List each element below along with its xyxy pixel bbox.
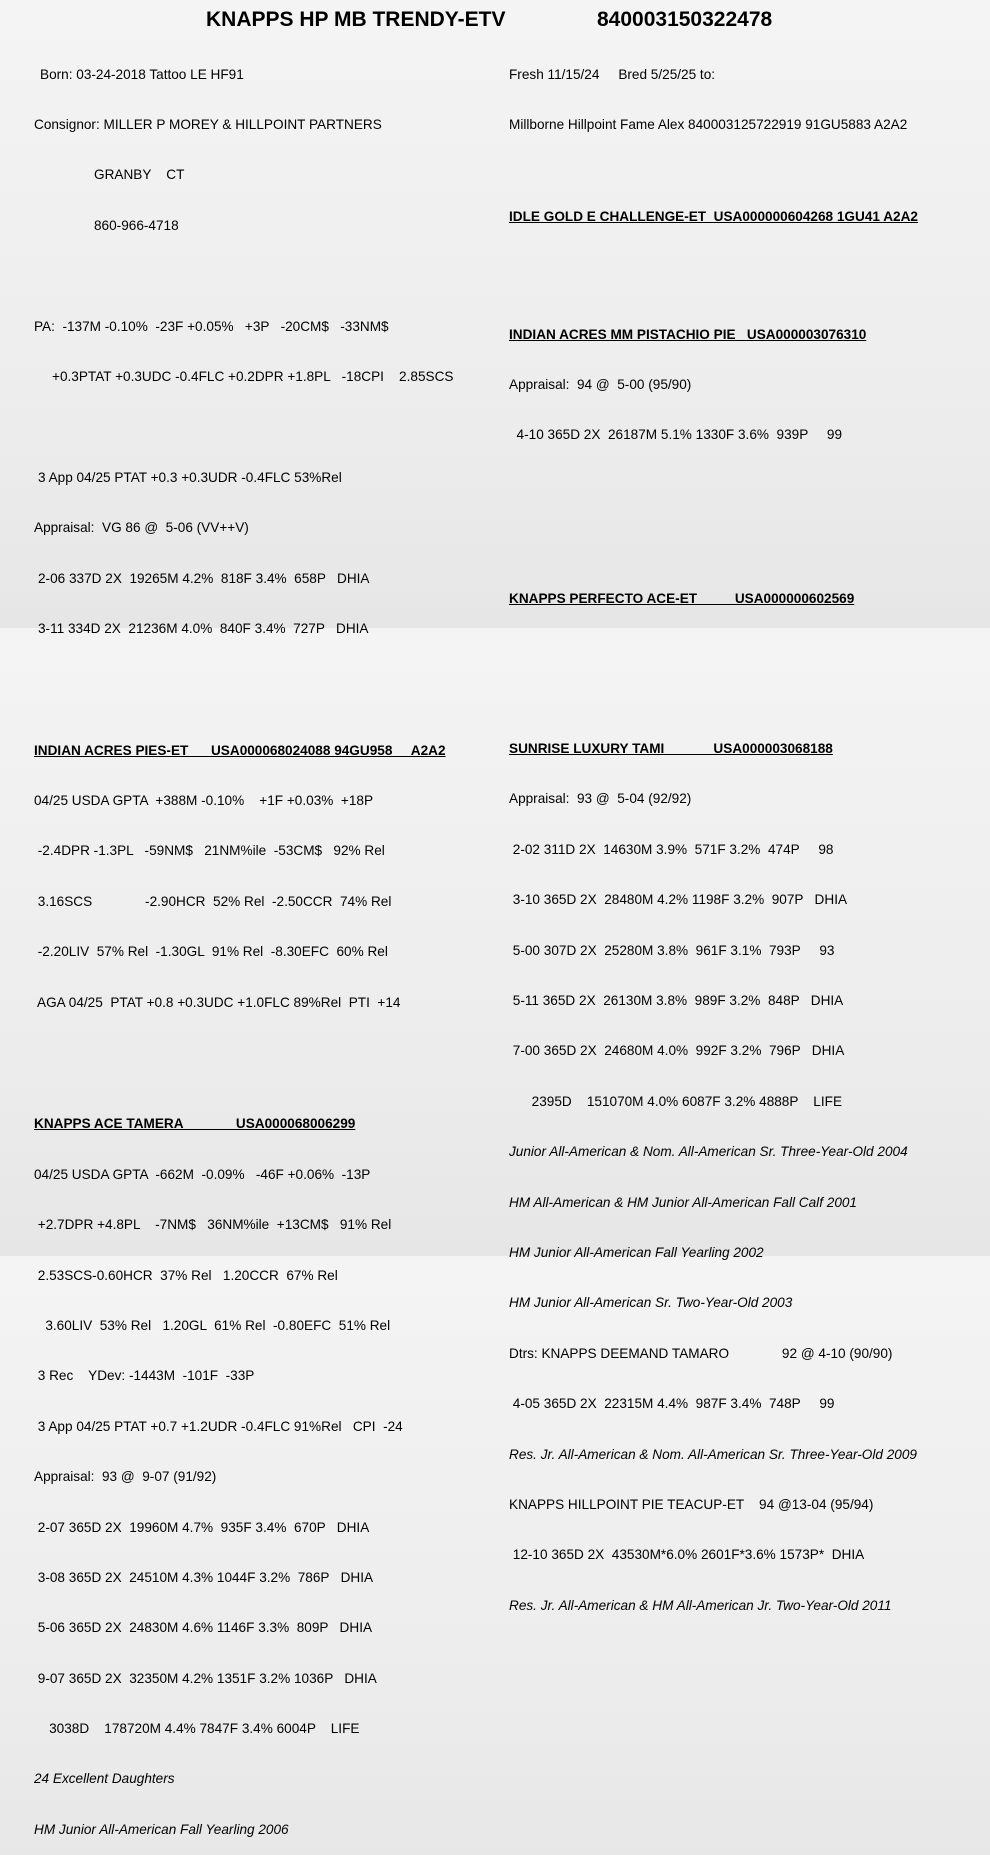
granddam-note: HM Junior All-American Sr. Two-Year-Old 2003 [509, 1295, 793, 1311]
granddam-line: 5-00 307D 2X 25280M 3.8% 961F 3.1% 793P 93 [509, 942, 835, 958]
dam-line: 3.60LIV 53% Rel 1.20GL 61% Rel -0.80EFC 51% Rel [34, 1317, 391, 1333]
dam-line: 2-07 365D 2X 19960M 4.7% 935F 3.4% 670P DHIA [34, 1519, 370, 1535]
record-line: 2-06 337D 2X 19265M 4.2% 818F 3.4% 658P DHIA [38, 570, 370, 586]
daughter-2-note: Res. Jr. All-American & HM All-American Jr. Two-Year-Old 2011 [509, 1597, 892, 1613]
dam-line: 3038D 178720M 4.4% 7847F 3.4% 6004P LIFE [34, 1721, 360, 1737]
granddam-header: SUNRISE LUXURY TAMI USA000003068188 [509, 741, 833, 757]
granddam-line: 7-00 365D 2X 24680M 4.0% 992F 3.2% 796P DHIA [509, 1043, 845, 1059]
granddam-line: 2-02 311D 2X 14630M 3.9% 571F 3.2% 474P 98 [509, 841, 834, 857]
pa-line-2: +0.3PTAT +0.3UDC -0.4FLC +0.2DPR +1.8PL -18CPI 2.85SCS [52, 368, 454, 384]
sire-line: AGA 04/25 PTAT +0.8 +0.3UDC +1.0FLC 89%Rel PTI +14 [34, 994, 401, 1010]
mating-sire-header: IDLE GOLD E CHALLENGE-ET USA000000604268 1GU41 A2A2 [509, 208, 918, 224]
consignor-phone: 860-966-4718 [94, 217, 179, 233]
daughter-record: 4-05 365D 2X 22315M 4.4% 987F 3.4% 748P 99 [509, 1396, 835, 1412]
animal-name: KNAPPS HP MB TRENDY-ETV [206, 8, 506, 31]
right-column [509, 33, 918, 1631]
daughter-2-record: 12-10 365D 2X 43530M*6.0% 2601F*3.6% 1573P* DHIA [509, 1547, 865, 1563]
registration-number: 840003150322478 [597, 8, 773, 31]
record-line: 3-11 334D 2X 21236M 4.0% 840F 3.4% 727P DHIA [38, 620, 369, 636]
sire-line: 04/25 USDA GPTA +388M -0.10% +1F +0.03% +18P [34, 793, 374, 809]
dam-line: 5-06 365D 2X 24830M 4.6% 1146F 3.3% 809P DHIA [34, 1620, 373, 1636]
dam-note: HM Junior All-American Fall Yearling 2006 [34, 1821, 289, 1837]
daughter-note: Res. Jr. All-American & Nom. All-American Sr. Three-Year-Old 2009 [509, 1446, 917, 1462]
pa-line-1: PA: -137M -0.10% -23F +0.05% +3P -20CM$ -33NM$ [34, 318, 389, 334]
dam-header: KNAPPS ACE TAMERA USA000068006299 [34, 1116, 356, 1132]
daughters-line: Dtrs: KNAPPS DEEMAND TAMARO 92 @ 4-10 (90/90) [509, 1345, 893, 1361]
bred-to-line: Millborne Hillpoint Fame Alex 840003125722919 91GU5883 A2A2 [509, 116, 908, 132]
granddam-line: Appraisal: 93 @ 5-04 (92/92) [509, 791, 692, 807]
mgs-line: 4-10 365D 2X 26187M 5.1% 1330F 3.6% 939P 99 [509, 427, 843, 443]
consignor-city: GRANBY CT [94, 167, 185, 183]
granddam-line: 3-10 365D 2X 28480M 4.2% 1198F 3.2% 907P DHIA [509, 892, 848, 908]
dam-note: 24 Excellent Daughters [34, 1771, 175, 1787]
daughter-2-line: KNAPPS HILLPOINT PIE TEACUP-ET 94 @13-04 (95/94) [509, 1496, 874, 1512]
fresh-bred-line: Fresh 11/15/24 Bred 5/25/25 to: [509, 66, 716, 82]
sire-line: 3.16SCS -2.90HCR 52% Rel -2.50CCR 74% Rel [34, 893, 392, 909]
dam-line: +2.7DPR +4.8PL -7NM$ 36NM%ile +13CM$ 91% Rel [34, 1217, 392, 1233]
sire-line: -2.20LIV 57% Rel -1.30GL 91% Rel -8.30EFC 60% Rel [34, 944, 388, 960]
dam-line: 3 Rec YDev: -1443M -101F -33P [34, 1368, 255, 1384]
appraisal-line: Appraisal: VG 86 @ 5-06 (VV++V) [34, 520, 249, 536]
dam-line: Appraisal: 93 @ 9-07 (91/92) [34, 1469, 217, 1485]
type-app-line: 3 App 04/25 PTAT +0.3 +0.3UDR -0.4FLC 53%Rel [38, 469, 342, 485]
dam-line: 2.53SCS-0.60HCR 37% Rel 1.20CCR 67% Rel [34, 1267, 338, 1283]
dam-line: 3 App 04/25 PTAT +0.7 +1.2UDR -0.4FLC 91%Rel CPI -24 [34, 1418, 403, 1434]
granddam-line: 2395D 151070M 4.0% 6087F 3.2% 4888P LIFE [509, 1093, 843, 1109]
consignor-line: Consignor: MILLER P MOREY & HILLPOINT PARTNERS [34, 116, 382, 132]
granddam-line: 5-11 365D 2X 26130M 3.8% 989F 3.2% 848P DHIA [509, 993, 844, 1009]
born-line: Born: 03-24-2018 Tattoo LE HF91 [40, 66, 244, 82]
left-column [34, 33, 453, 1855]
granddam-note: HM All-American & HM Junior All-American Fall Calf 2001 [509, 1194, 857, 1210]
maternal-great-grandsire-header: KNAPPS PERFECTO ACE-ET USA000000602569 [509, 590, 855, 606]
dam-line: 3-08 365D 2X 24510M 4.3% 1044F 3.2% 786P DHIA [34, 1569, 374, 1585]
maternal-grandsire-header: INDIAN ACRES MM PISTACHIO PIE USA000003076310 [509, 326, 867, 342]
granddam-note: HM Junior All-American Fall Yearling 2002 [509, 1244, 764, 1260]
dam-line: 04/25 USDA GPTA -662M -0.09% -46F +0.06% -13P [34, 1166, 371, 1182]
sire-line: -2.4DPR -1.3PL -59NM$ 21NM%ile -53CM$ 92% Rel [34, 843, 385, 859]
sire-header: INDIAN ACRES PIES-ET USA000068024088 94GU958 A2A2 [34, 742, 446, 758]
dam-line: 9-07 365D 2X 32350M 4.2% 1351F 3.2% 1036P DHIA [34, 1670, 377, 1686]
granddam-note: Junior All-American & Nom. All-American Sr. Three-Year-Old 2004 [509, 1144, 908, 1160]
mgs-line: Appraisal: 94 @ 5-00 (95/90) [509, 376, 692, 392]
